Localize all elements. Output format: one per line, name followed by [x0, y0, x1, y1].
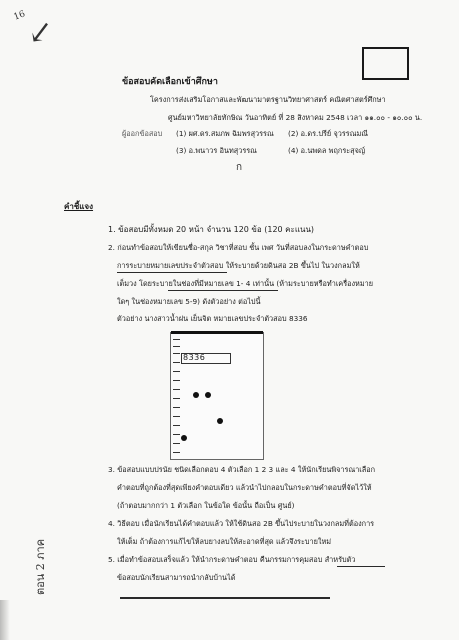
- instruction-2-line-4: ใดๆ ในช่องหมายเลข 5-9) ดังตัวอย่าง ต่อไปนี้: [117, 297, 261, 306]
- filled-id-bubble: [193, 392, 199, 398]
- sheet-header-bar: [171, 331, 263, 334]
- filled-id-bubble: [217, 418, 223, 424]
- instruction-2-line-1: 2. ก่อนทำข้อสอบให้เขียนชื่อ-สกุล วิชาที่สอบ ชั้น เพศ วันที่สอบลงในกระดาษคำตอบ: [108, 243, 369, 252]
- timing-mark: [173, 339, 180, 340]
- corner-arrow-mark: ↙: [25, 13, 56, 52]
- timing-mark: [173, 371, 180, 372]
- timing-mark: [173, 389, 180, 390]
- committee-member-4: (4) อ.นพดล พฤกระสุจญ์: [288, 146, 366, 155]
- stamp-box: [362, 47, 409, 80]
- handwritten-mark: ก: [236, 162, 243, 173]
- timing-mark: [173, 416, 180, 417]
- committee-member-2: (2) อ.ดร.ปรีย์ จุวรรณมณี: [288, 129, 369, 138]
- instructions-heading: คำชี้แจง: [64, 202, 94, 211]
- underline-5-1: [337, 566, 385, 567]
- id-bubble-grid: [181, 366, 229, 452]
- timing-mark: [173, 398, 180, 399]
- instruction-3-line-1: 3. ข้อสอบแบบปรนัย ชนิดเลือกตอบ 4 ตัวเลือก 1 2 3 และ 4 ให้นักเรียนพิจารณาเลือก: [108, 465, 376, 474]
- underline-2-3: [168, 290, 278, 291]
- timing-mark: [173, 380, 180, 381]
- timing-mark: [173, 425, 180, 426]
- instruction-3-line-2: คำตอบที่ถูกต้องที่สุดเพียงคำตอบเดียว แล้วนำไปกลอบในกระดาษคำตอบที่จัดไว้ให้: [117, 483, 372, 492]
- timing-mark: [173, 362, 180, 363]
- id-number: 8336: [183, 353, 206, 362]
- answer-sheet-example: [170, 332, 264, 460]
- instruction-2-line-3: เต็มวง โดยระบายในช่องที่มีหมายเลข 1- 4 เท่านั้น (ห้ามระบายหรือทำเครื่องหมาย: [117, 279, 374, 288]
- committee-label: ผู้ออกข้อสอบ: [122, 129, 163, 138]
- instruction-3-line-3: (ถ้าตอบมากกว่า 1 ตัวเลือก ในข้อใด ข้อนั้น ถือเป็น ศูนย์): [117, 501, 295, 510]
- project-line: โครงการส่งเสริมโอกาสและพัฒนามาตรฐานวิทยาศาสตร์ คณิตศาสตร์ศึกษา: [150, 95, 386, 104]
- timing-mark: [173, 407, 180, 408]
- instruction-5-line-1: 5. เมื่อทำข้อสอบเสร็จแล้ว ให้นำกระดาษคำตอบ คืนกรรมการคุมสอบ สำหรับตัว: [108, 555, 356, 564]
- corner-number: 16: [12, 9, 27, 23]
- timing-mark: [173, 452, 180, 453]
- bottom-rule: [120, 597, 330, 599]
- underline-2-2: [117, 272, 227, 273]
- venue-date-line: ศูนย์มหาวิทยาลัยทักษิณ วันอาทิตย์ ที่ 28 สิงหาคม 2548 เวลา ๑๑.๐๐ - ๑๐.๐๐ น.: [168, 113, 423, 122]
- instruction-5-line-2: ข้อสอบนักเรียนสามารถนำกลับบ้านได้: [117, 573, 236, 582]
- scan-edge-shadow: [0, 600, 10, 640]
- margin-handwritten-note: ตอน 2 ภาค: [34, 538, 47, 595]
- instruction-4-line-2: ให้เต็ม ถ้าต้องการแก้ไขให้ลบยางลบให้สะอาดที่สุด แล้วจึงระบายใหม่: [117, 537, 332, 546]
- instruction-2-line-2: การระบายหมายเลขประจำตัวสอบ ให้ระบายด้วยดินสอ 2B ขึ้นไป ในวงกลมให้: [117, 261, 360, 270]
- example-caption: ตัวอย่าง นางสาวน้ำฝน เย็นจิต หมายเลขประจำตัวสอบ 8336: [117, 314, 308, 323]
- timing-mark: [173, 353, 180, 354]
- timing-mark: [173, 434, 180, 435]
- exam-title: ข้อสอบคัดเลือกเข้าศึกษา: [122, 77, 218, 87]
- timing-mark: [173, 443, 180, 444]
- instruction-4-line-1: 4. วิธีตอบ เมื่อนักเรียนได้คำตอบแล้ว ให้ใช้ดินสอ 2B ขึ้นไประบายในวงกลมที่ต้องการ: [108, 519, 375, 528]
- filled-id-bubble: [205, 392, 211, 398]
- committee-member-1: (1) ผศ.ดร.สมภพ ฉิมพรสุวรรณ: [176, 129, 274, 138]
- instruction-1: 1. ข้อสอบมีทั้งหมด 20 หน้า จำนวน 120 ข้อ (120 คะแนน): [108, 225, 315, 234]
- filled-id-bubble: [181, 435, 187, 441]
- committee-member-3: (3) อ.พนาวร อินทสุวรรณ: [176, 146, 257, 155]
- timing-mark: [173, 346, 180, 347]
